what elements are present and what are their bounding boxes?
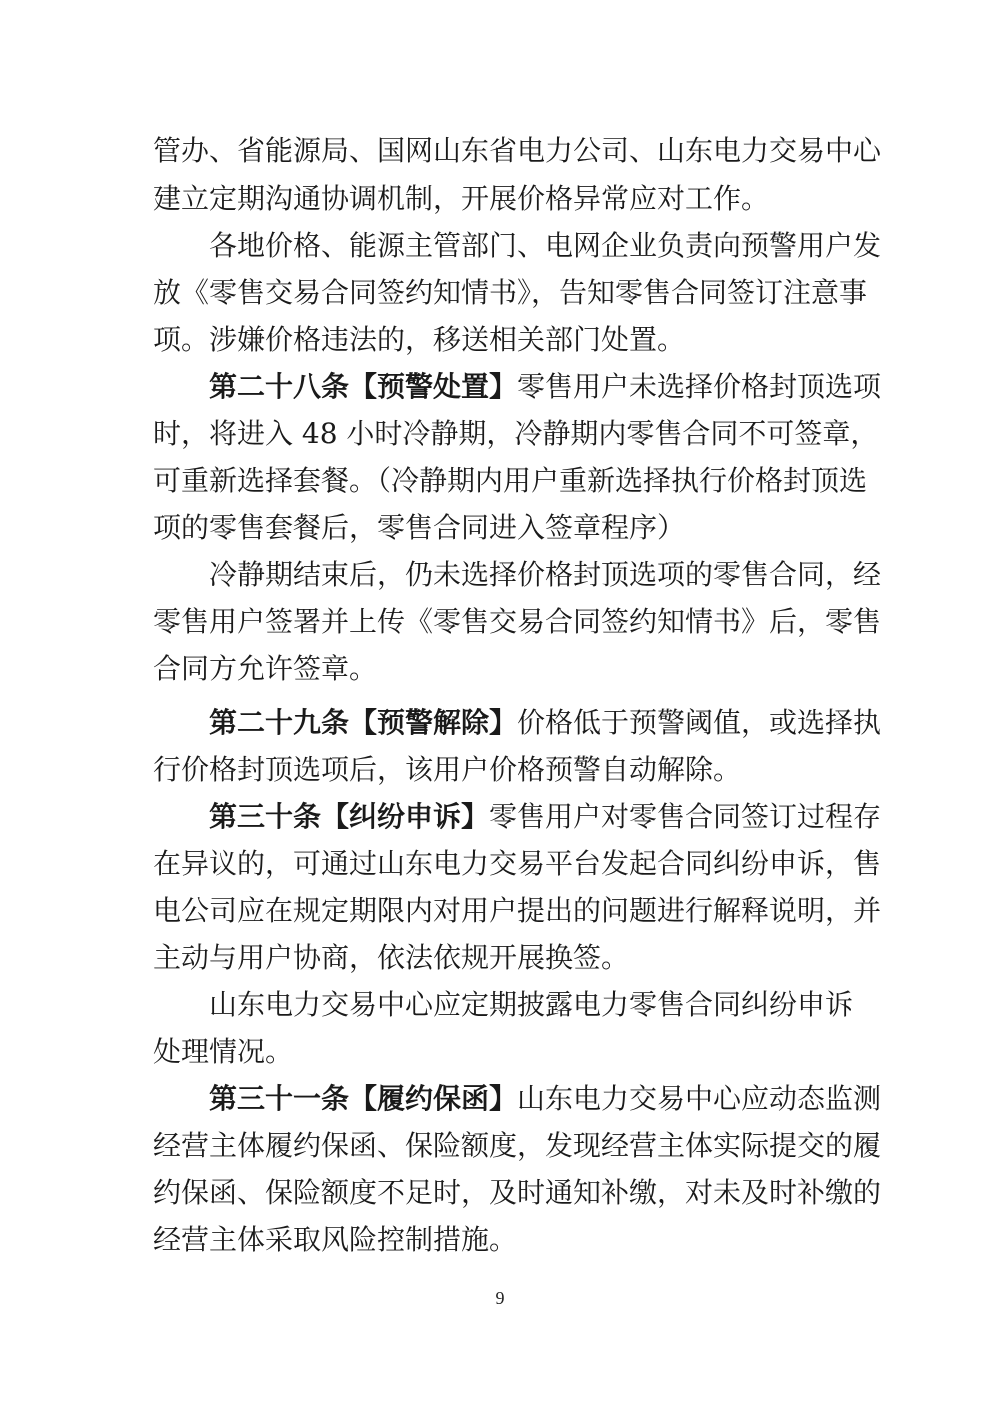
paragraph-line: 行价格封顶选项后，该用户价格预警自动解除。 (153, 753, 742, 786)
paragraph-line: 合同方允许签章。 (153, 652, 378, 685)
paragraph-line: 零售用户对零售合同签订过程存 (489, 800, 882, 833)
paragraph-line: 管办、省能源局、国网山东省电力公司、山东电力交易中心 (153, 134, 882, 167)
page-number: 9 (495, 1288, 505, 1308)
paragraph-line: 经营主体履约保函、保险额度，发现经营主体实际提交的履 (153, 1129, 882, 1162)
paragraph-line: 时，将进入 48 小时冷静期，冷静期内零售合同不可签章， (153, 417, 879, 450)
paragraph-line: 在异议的，可通过山东电力交易平台发起合同纠纷申诉，售 (153, 847, 882, 880)
article-heading: 第二十九条【预警解除】 (209, 706, 518, 739)
article-first-line (209, 797, 882, 837)
paragraph-line: 建立定期沟通协调机制，开展价格异常应对工作。 (153, 182, 770, 215)
paragraph-line: 放《零售交易合同签约知情书》，告知零售合同签订注意事 (153, 276, 868, 309)
article-first-line (209, 367, 882, 407)
paragraph-line: 零售用户未选择价格封顶选项 (517, 370, 882, 403)
paragraph-line: 项的零售套餐后，零售合同进入签章程序） (153, 511, 686, 544)
paragraph-line: 山东电力交易中心应动态监测 (517, 1082, 882, 1115)
paragraph-line: 处理情况。 (153, 1035, 294, 1068)
paragraph-line: 价格低于预警阈值，或选择执 (517, 706, 882, 739)
paragraph-line: 经营主体采取风险控制措施。 (153, 1223, 518, 1256)
paragraph-line: 各地价格、能源主管部门、电网企业负责向预警用户发 (209, 229, 882, 262)
paragraph-line: 冷静期结束后，仍未选择价格封顶选项的零售合同，经 (209, 558, 882, 591)
paragraph-line: 电公司应在规定期限内对用户提出的问题进行解释说明，并 (153, 894, 882, 927)
paragraph-line: 山东电力交易中心应定期披露电力零售合同纠纷申诉 (209, 988, 854, 1021)
paragraph-line: 约保函、保险额度不足时，及时通知补缴，对未及时补缴的 (153, 1176, 882, 1209)
article-heading: 第三十一条【履约保函】 (209, 1082, 518, 1115)
article-first-line (209, 1079, 882, 1119)
paragraph-line: 可重新选择套餐。（冷静期内用户重新选择执行价格封顶选 (153, 464, 868, 497)
paragraph-line: 零售用户签署并上传《零售交易合同签约知情书》后，零售 (153, 605, 882, 638)
paragraph-line: 主动与用户协商，依法依规开展换签。 (153, 941, 630, 974)
article-heading: 第三十条【纠纷申诉】 (209, 800, 490, 833)
article-heading: 第二十八条【预警处置】 (209, 370, 518, 403)
article-first-line (209, 703, 882, 743)
paragraph-line: 项。涉嫌价格违法的，移送相关部门处置。 (153, 323, 686, 356)
